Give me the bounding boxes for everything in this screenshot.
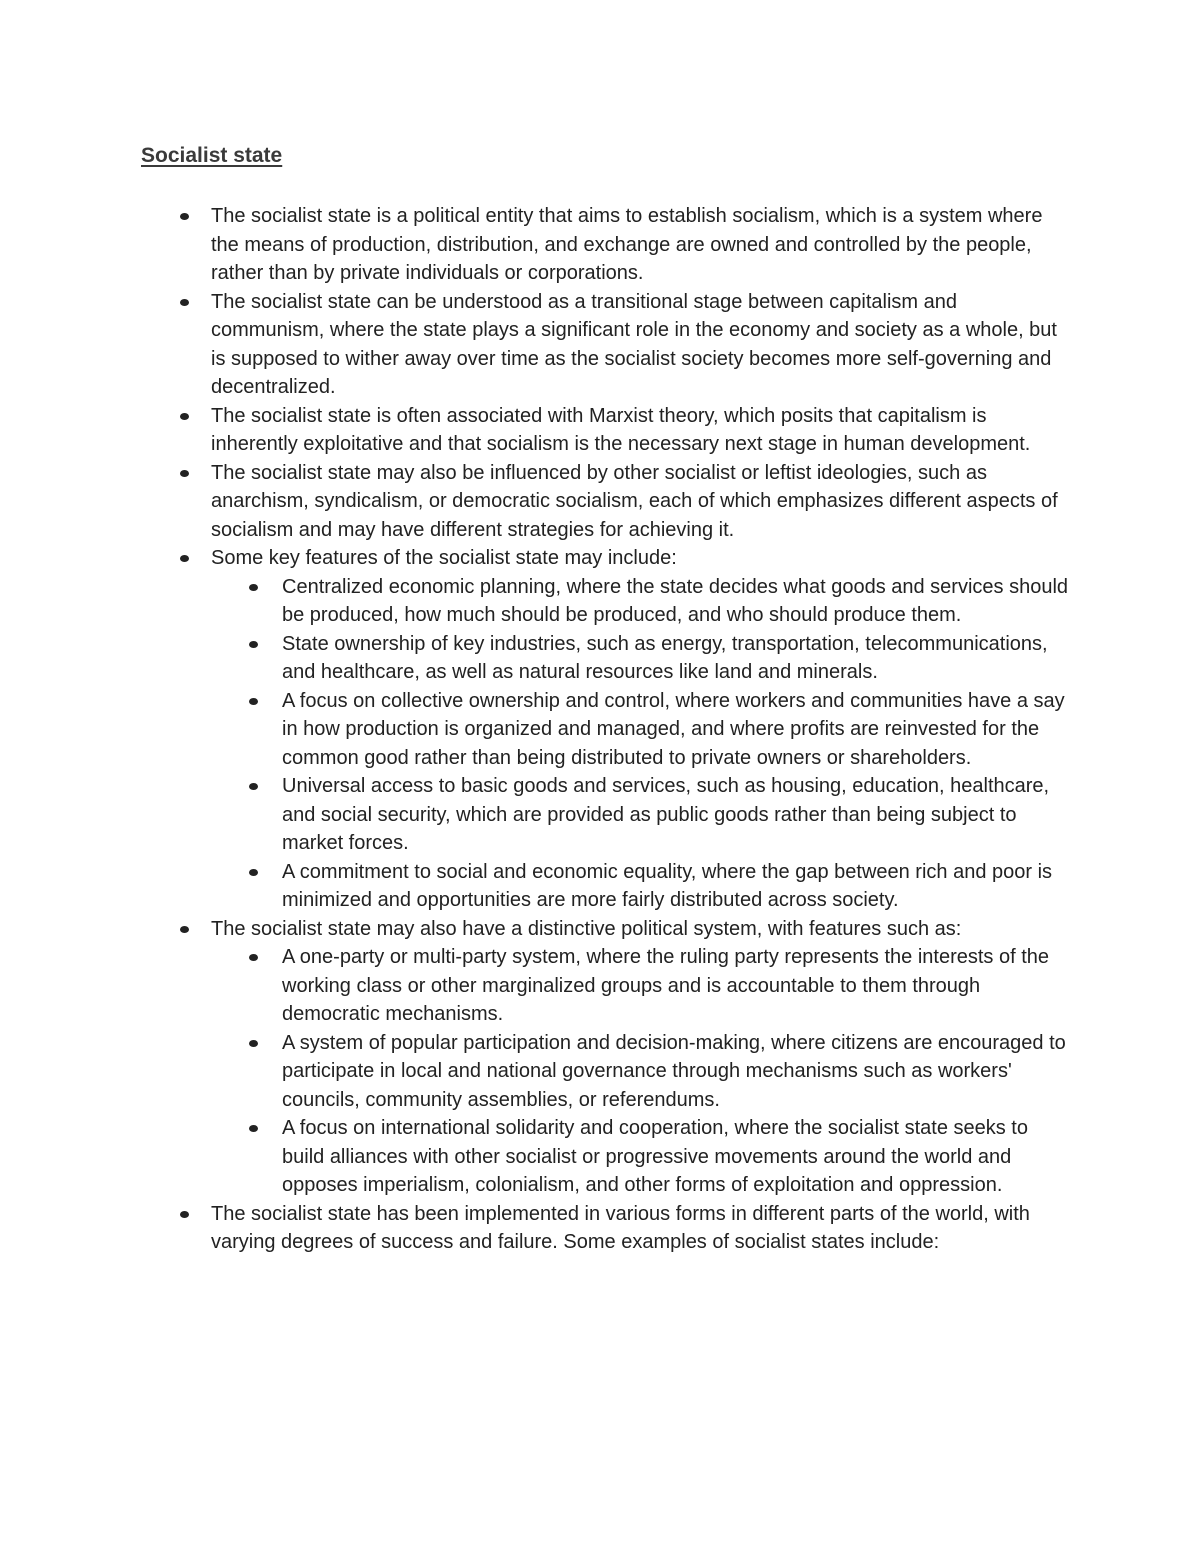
sub-list-item [282,573,1071,630]
sub-list-item-text: A focus on collective ownership and control, where workers and communities have a say in how production is organized and managed, and where profits are reinvested for the common good rather than being distributed to private owners or shareholders. [282,689,1065,769]
sub-list-item-text: A system of popular participation and decision-making, where citizens are encouraged to participate in local and national governance through mechanisms such as workers' councils, community assemblies, or referendums. [282,1031,1066,1111]
sub-list-item-text: A one-party or multi-party system, where the ruling party represents the interests of the working class or other marginalized groups and is accountable to them through democratic mechanisms. [282,946,1050,1025]
document-title: Socialist state [141,144,283,167]
list-item [211,202,1071,288]
sub-list-item-text: State ownership of key industries, such as energy, transportation, telecommunications, and healthcare, as well as natural resources like land and minerals. [282,632,1048,683]
list-item [211,288,1071,402]
bullet-list [211,202,1071,1257]
sub-list-item [282,772,1071,858]
list-item-text: The socialist state is a political entity that aims to establish socialism, which is a system where the means of production, distribution, and exchange are owned and controlled by the people, rather than by private individuals or corporations. [211,205,1043,284]
sub-list-item-text: Universal access to basic goods and services, such as housing, education, healthcare, and social security, which are provided as public goods rather than being subject to market forces. [282,775,1050,854]
sub-list-item-text: A focus on international solidarity and cooperation, where the socialist state seeks to build alliances with other socialist or progressive movements around the world and opposes imperialism, colonialism, and other forms of exploitation and oppression. [282,1117,1028,1196]
sub-list-political-system [211,943,1071,1200]
list-item-text: Some key features of the socialist state may include: [211,547,677,569]
sub-list-item-text: A commitment to social and economic equality, where the gap between rich and poor is minimized and opportunities are more fairly distributed across society. [282,860,1053,911]
list-item-text: The socialist state may also have a distinctive political system, with features such as: [211,917,962,940]
nested-list-container [211,573,1071,915]
sub-list-item [282,858,1071,915]
sub-list-item [282,943,1071,1029]
list-item [211,459,1071,545]
list-item-text: The socialist state may also be influenced by other socialist or leftist ideologies, such as anarchism, syndicalism, or democratic socialism, each of which emphasizes different aspects of socialism and may have different strategies for achieving it. [211,461,1058,541]
sub-list-item [282,687,1071,773]
sub-list-item-text: Centralized economic planning, where the state decides what goods and services should be produced, how much should be produced, and who should produce them. [282,575,1069,626]
nested-list-container [211,943,1071,1200]
list-item [211,915,1071,944]
list-item-text: The socialist state is often associated with Marxist theory, which posits that capitalism is inherently exploitative and that socialism is the necessary next stage in human development. [211,404,1031,455]
sub-list-item [282,1029,1071,1115]
list-item-text: The socialist state can be understood as a transitional stage between capitalism and communism, where the state plays a significant role in the economy and society as a whole, but is supposed to wither away over time as the socialist society becomes more self-governing and decentralized. [211,290,1057,398]
list-item [211,402,1071,459]
list-item [211,544,1071,573]
sub-list-key-features [211,573,1071,915]
sub-list-item [282,630,1071,687]
sub-list-item [282,1114,1071,1200]
list-item [211,1200,1071,1257]
list-item-text: The socialist state has been implemented in various forms in different parts of the world, with varying degrees of success and failure. Some examples of socialist states include: [211,1202,1030,1253]
